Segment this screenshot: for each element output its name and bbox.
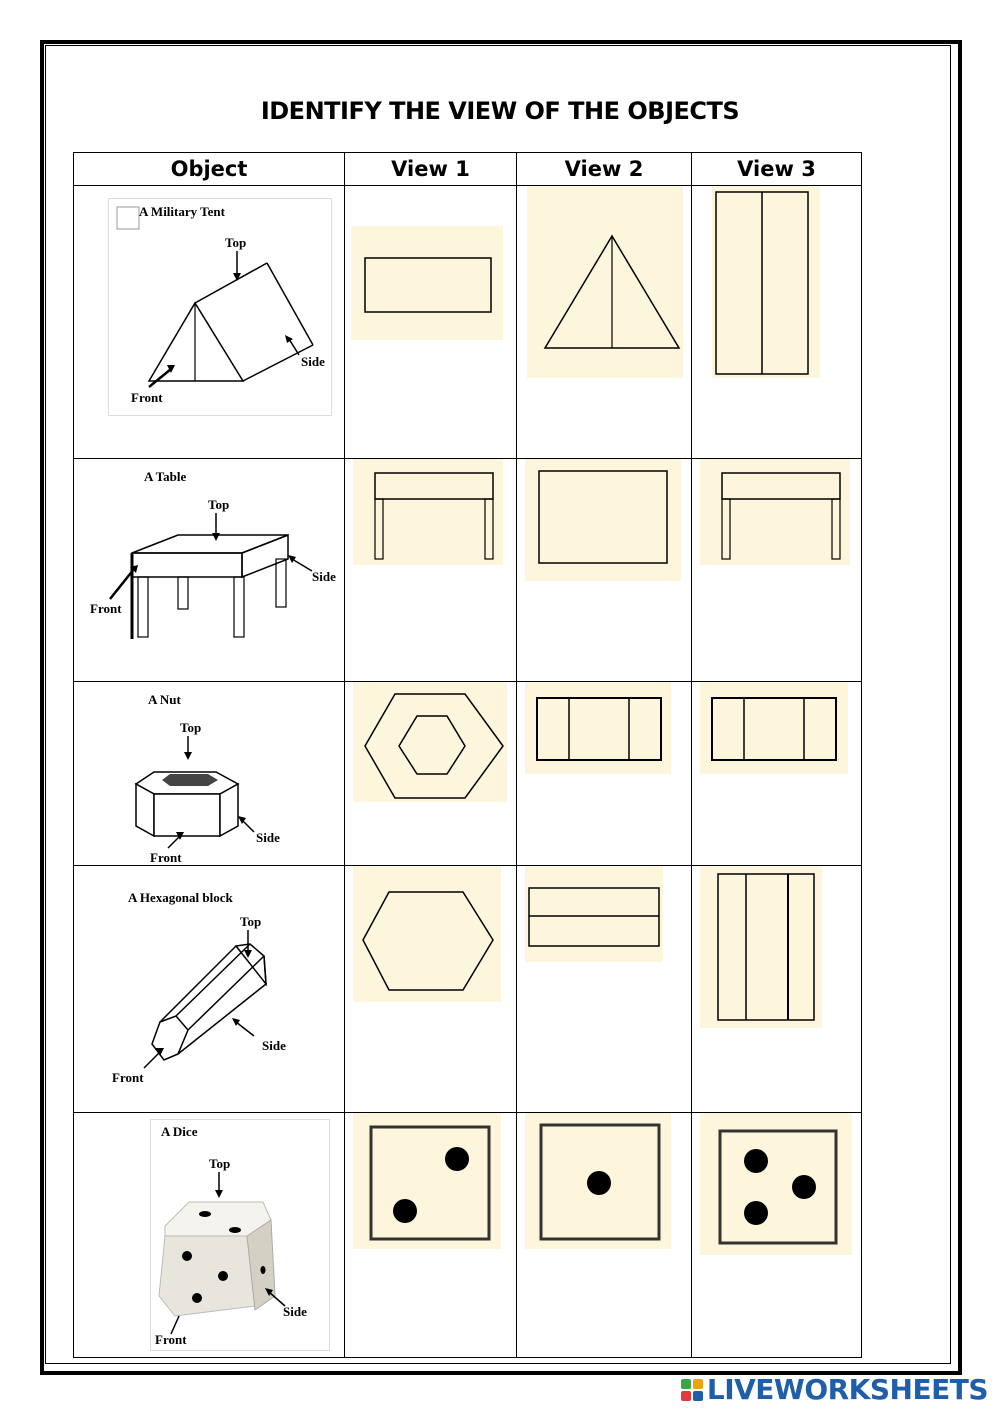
table-row-nut xyxy=(74,682,862,866)
nut-top-label: Top xyxy=(180,720,202,735)
table-row-tent xyxy=(74,186,862,459)
nut-view1[interactable] xyxy=(353,682,507,802)
header-view2: View 2 xyxy=(517,153,692,186)
answer-box xyxy=(117,207,139,229)
nut-view3-cell xyxy=(692,682,862,866)
dice-name: A Dice xyxy=(161,1124,198,1139)
worksheet-title: IDENTIFY THE VIEW OF THE OBJECTS xyxy=(260,97,740,125)
tent-drawing xyxy=(108,198,332,416)
block-view3[interactable] xyxy=(700,866,822,1028)
brand-name: LIVEWORKSHEETS xyxy=(706,1373,988,1406)
block-view3-cell xyxy=(692,866,862,1113)
nut-side-label: Side xyxy=(256,830,280,845)
nut-drawing xyxy=(114,686,344,864)
table-top-label: Top xyxy=(208,497,230,512)
dice-drawing xyxy=(150,1119,330,1351)
table-name: A Table xyxy=(144,469,187,484)
tent-view2[interactable] xyxy=(527,186,683,378)
table-row-table xyxy=(74,459,862,682)
table-header-row xyxy=(74,153,862,186)
dice-view3[interactable] xyxy=(700,1113,852,1255)
object-cell-block xyxy=(74,866,345,1113)
nut-view1-cell xyxy=(345,682,517,866)
block-view1-cell xyxy=(345,866,517,1113)
table-front-label: Front xyxy=(90,601,122,616)
table-view1-cell xyxy=(345,459,517,682)
dice-view3-cell xyxy=(692,1113,862,1358)
header-object: Object xyxy=(74,153,345,186)
tent-view3-cell xyxy=(692,186,862,459)
block-view1[interactable] xyxy=(353,866,501,1002)
brand-watermark xyxy=(681,1373,988,1406)
tent-view2-cell xyxy=(517,186,692,459)
nut-view3[interactable] xyxy=(700,682,848,774)
header-view1: View 1 xyxy=(345,153,517,186)
table-drawing xyxy=(86,463,346,679)
block-top-label: Top xyxy=(240,914,262,929)
dice-view1-cell xyxy=(345,1113,517,1358)
block-view2-cell xyxy=(517,866,692,1113)
views-table xyxy=(73,152,862,1358)
table-view2-cell xyxy=(517,459,692,682)
table-side-label: Side xyxy=(312,569,336,584)
tent-view1[interactable] xyxy=(351,226,503,340)
block-view2[interactable] xyxy=(525,866,663,962)
table-view3-cell xyxy=(692,459,862,682)
object-cell-nut xyxy=(74,682,345,866)
tent-side-label: Side xyxy=(301,354,325,369)
nut-name: A Nut xyxy=(148,692,181,707)
table-row-block xyxy=(74,866,862,1113)
dice-view2[interactable] xyxy=(525,1113,671,1249)
block-drawing xyxy=(104,884,334,1104)
nut-view2-cell xyxy=(517,682,692,866)
liveworksheets-logo-icon xyxy=(681,1379,703,1401)
tent-top-label: Top xyxy=(225,235,247,250)
table-view2[interactable] xyxy=(525,459,681,581)
table-view1[interactable] xyxy=(353,459,503,565)
dice-top-label: Top xyxy=(209,1156,231,1171)
object-cell-table xyxy=(74,459,345,682)
header-view3: View 3 xyxy=(692,153,862,186)
tent-view3[interactable] xyxy=(712,186,820,378)
nut-view2[interactable] xyxy=(525,682,671,774)
block-name: A Hexagonal block xyxy=(128,890,233,905)
tent-front-label: Front xyxy=(131,390,163,405)
dice-front-label: Front xyxy=(155,1332,187,1347)
dice-view2-cell xyxy=(517,1113,692,1358)
object-cell-tent xyxy=(74,186,345,459)
table-view3[interactable] xyxy=(700,459,850,565)
nut-front-label: Front xyxy=(150,850,182,864)
tent-view1-cell xyxy=(345,186,517,459)
block-side-label: Side xyxy=(262,1038,286,1053)
object-cell-dice xyxy=(74,1113,345,1358)
table-row-dice xyxy=(74,1113,862,1358)
block-front-label: Front xyxy=(112,1070,144,1085)
tent-name: A Military Tent xyxy=(139,204,225,219)
dice-view1[interactable] xyxy=(353,1113,501,1249)
dice-side-label: Side xyxy=(283,1304,307,1319)
